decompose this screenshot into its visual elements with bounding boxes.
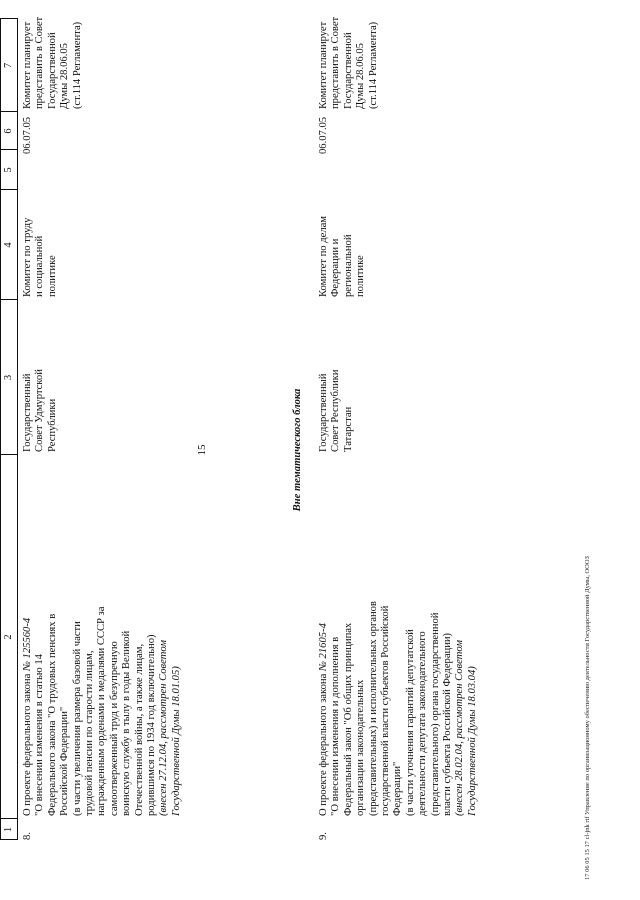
- initiator-line: Государственный: [318, 373, 329, 452]
- footer-line: 17 06 05 15 17 cl-jnk rtf Управление по организационному обеспечению деятельности Государственной Думы, ОООЗ: [584, 556, 591, 880]
- note-line: Комитет планирует: [22, 21, 33, 109]
- law-line: "О внесении изменения и дополнения в: [330, 636, 342, 816]
- law-line: Российской Федерации": [59, 706, 71, 816]
- law-line: Федеральный закон "Об общих принципах: [342, 622, 354, 816]
- law-line: О проекте федерального закона № 21605-4: [318, 623, 329, 816]
- law-line: Федерального закона "О трудовых пенсиях в: [46, 613, 58, 816]
- law-line: власти субъекта Российской Федерации): [442, 632, 454, 816]
- responsible-committee: [318, 216, 368, 297]
- column-header: 6: [3, 128, 14, 134]
- note: [22, 17, 84, 109]
- committee-line: и социальной: [34, 235, 46, 297]
- law-line: самоотверженный труд и безупречную: [108, 641, 120, 816]
- date: 06.07.05: [318, 116, 329, 154]
- column-header: 5: [3, 167, 14, 173]
- table-header-bottom-border: [17, 18, 18, 840]
- initiator: [22, 369, 59, 452]
- committee-line: политике: [355, 255, 367, 297]
- law-line: организации законодательных: [355, 679, 367, 816]
- note-line: Государственной: [46, 32, 58, 109]
- initiator-line: Совет Республики: [330, 369, 342, 452]
- column-header: 3: [3, 374, 14, 381]
- initiator-line: Государственный: [22, 373, 33, 452]
- law-line: (в части увеличения размера базовой части: [71, 621, 83, 816]
- committee-line: Федерации и: [330, 238, 342, 297]
- law-line: Федерации": [392, 761, 404, 816]
- law-number: № 125560-4: [22, 617, 33, 672]
- note: [318, 17, 380, 109]
- row-number: 8.: [22, 832, 33, 840]
- note-line: представить в Совет: [330, 16, 342, 109]
- law-number: № 21605-4: [318, 623, 329, 672]
- law-line: (представительного) органа государственной: [429, 612, 441, 816]
- note-line: Комитет планирует: [318, 21, 329, 109]
- note-line: (ст.114 Регламента): [71, 21, 83, 109]
- initiator-line: Татарстан: [342, 406, 354, 452]
- law-status-line: Государственной Думы 18.01.05): [170, 666, 182, 816]
- section-heading: Вне тематического блока: [292, 388, 303, 512]
- column-header: 1: [3, 826, 14, 833]
- committee-line: политике: [46, 255, 58, 297]
- law-line: награжденным орденами и медалями СССР за: [96, 606, 108, 816]
- law-status-line: (внесен 28.02.04, рассмотрен Советом: [454, 640, 466, 816]
- note-line: Государственной: [342, 32, 354, 109]
- column-header: 7: [3, 62, 14, 69]
- law-line: (представительных) и исполнительных органов: [367, 601, 379, 816]
- law-line: О проекте федерального закона № 125560-4: [22, 617, 33, 816]
- law-line: трудовой пенсии по старости лицам,: [84, 650, 96, 816]
- committee-line: региональной: [342, 234, 354, 297]
- note-line: Думы 28.06.05: [355, 43, 367, 109]
- law-description: [318, 601, 479, 816]
- committee-line: Комитет по делам: [318, 215, 329, 297]
- row-number: 9.: [318, 832, 329, 840]
- law-status-line: Государственной Думы 18.03.04): [466, 666, 478, 816]
- initiator-line: Совет Удмуртской: [34, 369, 46, 452]
- law-description: [22, 607, 183, 816]
- law-line: воинскую службу в тылу в годы Великой: [121, 630, 133, 816]
- law-line: "О внесении изменения в статью 14: [34, 654, 46, 816]
- note-line: (ст.114 Регламента): [367, 21, 379, 109]
- initiator-line: Республики: [46, 398, 58, 452]
- column-header: 4: [3, 242, 14, 248]
- page-number: 15: [196, 444, 208, 456]
- column-header: 2: [3, 634, 14, 640]
- date: 06.07.05: [22, 116, 33, 154]
- initiator: [318, 370, 355, 452]
- note-line: Думы 28.06.05: [59, 43, 71, 109]
- law-line: деятельности депутата законодательного: [417, 631, 429, 816]
- law-line: (в части уточнения гарантий депутатской: [404, 629, 416, 816]
- law-line: Отечественной войны, а также лицам,: [133, 643, 145, 816]
- law-status-line: (внесен 27.12.04, рассмотрен Советом: [158, 640, 170, 816]
- note-line: представить в Совет: [34, 16, 46, 109]
- committee-line: Комитет по труду: [22, 217, 33, 297]
- law-line: родившимся по 1934 год включительно): [146, 634, 158, 816]
- responsible-committee: [22, 218, 59, 297]
- law-line: государственной власти субъектов Российской: [380, 605, 392, 816]
- rotated-content: [0, 16, 600, 880]
